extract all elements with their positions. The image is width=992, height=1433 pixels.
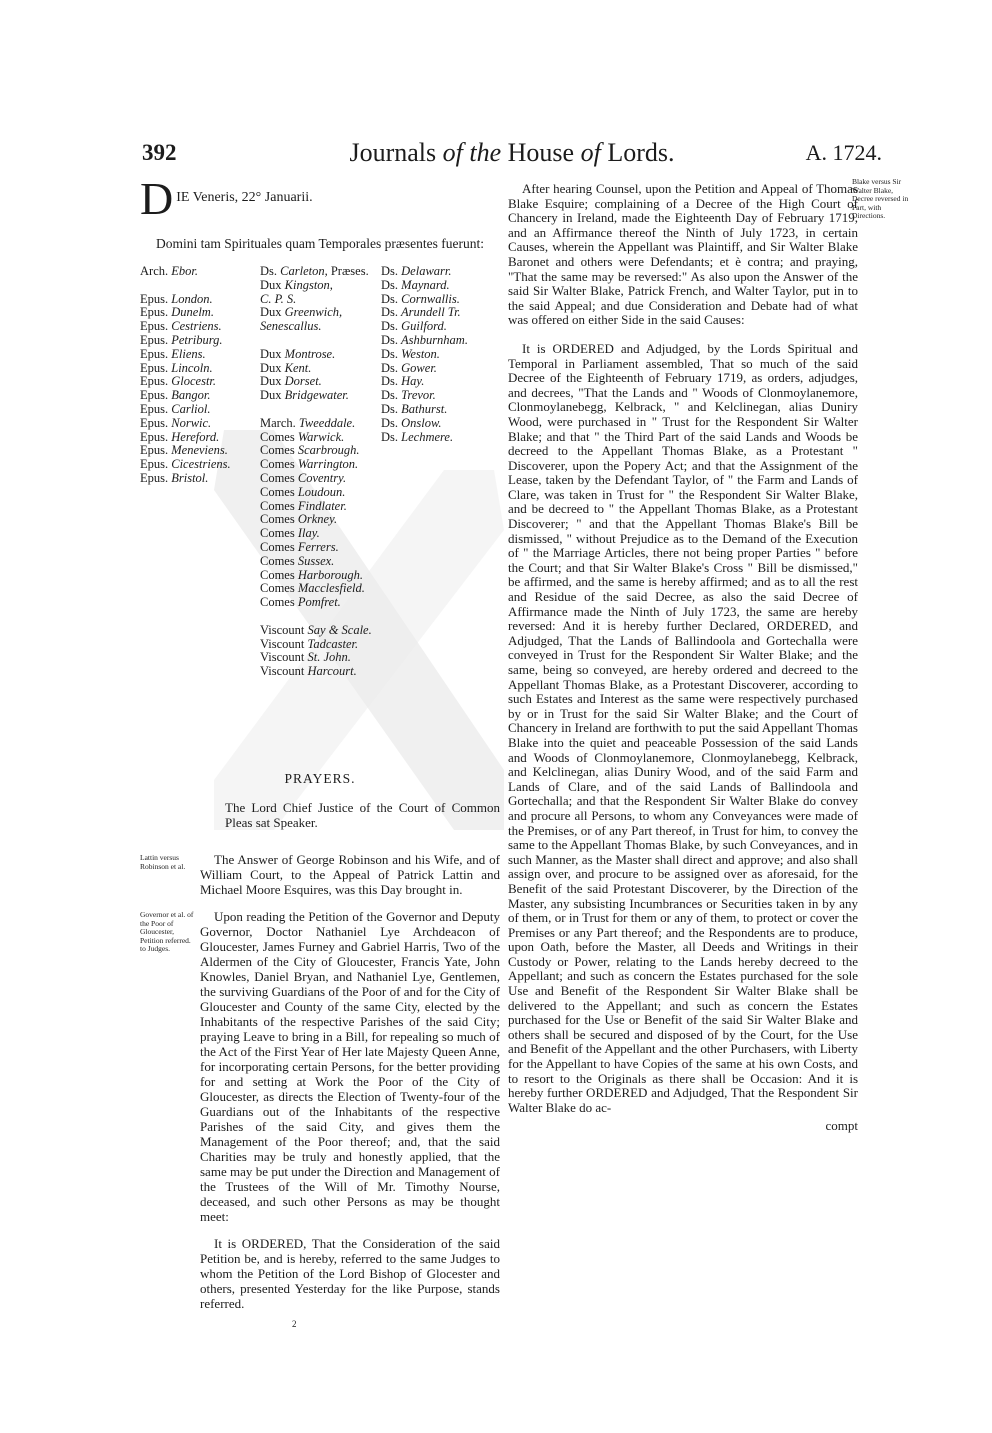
attendee-row	[260, 624, 372, 638]
attendee-name: Guilford.	[401, 319, 447, 334]
attendee-row	[260, 541, 372, 555]
attendee-row	[381, 362, 468, 376]
attendee-row	[260, 279, 372, 293]
attendee-title: Epus.	[140, 470, 169, 485]
entry-lattin	[140, 852, 500, 897]
year-label: A. 1724.	[805, 140, 882, 165]
attendee-name: London.	[171, 291, 213, 306]
attendee-title: Ds.	[381, 415, 399, 430]
attendee-name: Ebor.	[171, 264, 198, 278]
attendee-title: Ds.	[381, 429, 399, 444]
attendee-name: Cornwallis.	[401, 291, 460, 306]
attendee-row	[260, 265, 372, 279]
attendee-row	[260, 582, 372, 596]
attendee-title: Comes	[260, 470, 295, 485]
attendee-name: Weston.	[401, 346, 440, 361]
attendee-title: Ds.	[381, 291, 399, 306]
attendance-heading: Domini tam Spirituales quam Temporales præsentes fuerunt:	[156, 236, 484, 251]
attendee-name: Delawarr.	[401, 264, 452, 278]
attendee-name: Loudoun.	[297, 484, 346, 499]
attendee-title: Dux	[260, 388, 282, 403]
attendee-name: Lincoln.	[171, 360, 213, 375]
attendee-name: Harcourt.	[307, 664, 357, 679]
sitting-day	[140, 173, 500, 224]
margin-note: Lattin versus Robinson et al.	[140, 853, 186, 871]
attendee-title: Ds.	[260, 264, 278, 278]
attendee-row	[260, 417, 372, 431]
attendee-name: Montrose.	[284, 346, 336, 361]
attendee-title: Comes	[260, 484, 295, 499]
attendee-row	[381, 375, 468, 389]
attendee-name: Bathurst.	[401, 401, 448, 416]
attendee-name: Cicestriens.	[171, 457, 231, 472]
attendee-row	[260, 569, 372, 583]
attendee-row	[381, 348, 468, 362]
prayers-heading: PRAYERS.	[284, 771, 356, 786]
attendee-name: Eliens.	[171, 346, 206, 361]
attendee-title: Ds.	[381, 277, 399, 292]
attendee-row	[260, 610, 372, 624]
attendee-row	[260, 375, 372, 389]
attendee-title: Ds.	[381, 401, 399, 416]
attendee-name: Coventry.	[297, 470, 347, 485]
attendee-name: Bridgewater.	[284, 388, 349, 403]
attendee-title: Ds.	[381, 264, 399, 278]
attendee-title: Comes	[260, 429, 295, 444]
title-part: Journals	[349, 138, 443, 167]
attendee-row	[140, 431, 231, 445]
attendee-row	[260, 334, 372, 348]
attendee-name: Tadcaster.	[307, 636, 359, 651]
journal-title	[142, 138, 882, 168]
attendee-name: Gower.	[401, 360, 437, 375]
attendee-title: Viscount	[260, 622, 305, 637]
attendee-row	[260, 638, 372, 652]
attendee-row	[140, 279, 231, 293]
attendee-name: Greenwich,	[284, 305, 343, 320]
blake-hearing-paragraph: After hearing Counsel, upon the Petition and Appeal of Thomas Blake Esquire; complaining of a Decree of the High Court of Chancery in Ireland, made the Eighteenth Day of February 1719, and an Affirmance thereof the Ninth of July 1723, in certain Causes, wherein the Appellant was Plaintiff, and Sir Walter Blake Baronet and others were Defendants; et è contra; and praying, "That the same may be reversed:" As also upon the Answer of the said Sir Walter Blake, Patrick French, and Walter Taylor, put in to the said Appeal; and due Consideration and Debate had of what was offered on either Side in the said Causes:	[508, 181, 858, 328]
attendee-title: Epus.	[140, 388, 169, 403]
attendee-row	[381, 306, 468, 320]
barons-column	[381, 265, 468, 444]
attendee-title: Epus.	[140, 429, 169, 444]
attendee-row	[381, 265, 468, 279]
attendee-name: C. P. S.	[260, 291, 297, 306]
attendee-title: Comes	[260, 443, 295, 458]
attendee-row	[260, 651, 372, 665]
attendee-title: Comes	[260, 581, 295, 596]
attendee-name: Macclesfield.	[297, 581, 365, 596]
attendee-row	[381, 431, 468, 445]
attendee-title: Epus.	[140, 374, 169, 389]
attendee-name: Norwic.	[171, 415, 212, 430]
attendee-row	[140, 417, 231, 431]
page-number: 392	[142, 140, 177, 165]
attendee-title: Epus.	[140, 291, 169, 306]
attendee-row	[140, 403, 231, 417]
attendee-title: Comes	[260, 539, 295, 554]
attendee-row	[260, 500, 372, 514]
attendee-row	[381, 417, 468, 431]
margin-note: Governor et al. of the Poor of Gloucester, Petition referred. to Judges.	[140, 910, 194, 953]
spiritual-lords-column	[140, 265, 231, 486]
attendee-name: Cestriens.	[171, 319, 222, 334]
right-column	[508, 182, 858, 1134]
blake-order-paragraph: It is ORDERED and Adjudged, by the Lords Spiritual and Temporal in Parliament assembled, That so much of the said Decree of the Eighteenth of February 1719, as orders, adjudges, and decrees, "That the Lands and " Woods of Clonmoylanemore, Clonmoylanebegg, Kelbrack, " and Kelclinegan, alias Duniry Wood, were purchased in " Trust for the Respondent Sir Walter Blake; and that " the Third Part of the said Lands and Woods be decreed to the Appellant Thomas Blake, as a Protestant " Discoverer, upon the Popery Act; and that the Assignment of the Lease, taken by the Defendant Taylor, of " the Farm and Lands of Clare, was taken in Trust for " the Respondent Sir Walter Blake, and be decreed to " the Appellant Thomas Blake, as a Protestant Discoverer; " and that the Appellant Thomas Blake's Bill be dismissed, " without Prejudice as to the Demand of the Execution of " the Marriage Articles, there not being proper Parties " before the Court; and that Sir Walter Blake's Cross " Bill be dismissed," be affirmed, and the same is hereby affirmed; and as to all the rest and Residue of the said Decree, as also the said Decree of Affirmance made the Ninth of July 1723, the same are hereby reversed: And it is hereby further Declared, ORDERED, and Adjudged, That the Lands of Ballindoola and Gortechalla were conveyed in Trust for the Respondent Sir Walter Blake; and the same, being so conveyed, are hereby ordered and decreed to the Appellant Thomas Blake, as a Protestant Discoverer, according to such Estates and Interest as the same were respectively purchased by or in Trust for the said Sir Walter Blake; and the Court of Chancery in Ireland are forthwith to put the said Appellant Thomas Blake into the quiet and peaceable Possession of the said Lands and Woods of Clonmoylanemore, Clonmoylanebegg, Kelbrack, and Kelclinegan, alias Duniry Wood, and of the said Farm and Lands of Clare, and of the said Lands of Ballindoola and Gortechalla; and that the Respondent Sir Walter Blake do convey and procure all Persons, to whom any Conveyances were made of the Premises, or of any Part thereof, in Trust for him, to convey the same to the Appellant Thomas Blake, by such Conveyances, and in such Manner, as the Master shall direct and approve; and also shall assign over, and procure to be assigned over as aforesaid, for the Benefit of the said Protestant Discoverer, by the Direction of the Master, any subsisting Incumbrances or Securities taken in by any of them, or in Trust for them or any of them, to protect or cover the Premises or any Part thereof; and the Respondents are to produce, upon Oath, before the Master, all Deeds and Writings in their Custody or Power, relating to the Lands hereby decreed to the Appellant; and such as concern the Estates purchased for the sole Use and Benefit of the Respondent Sir Walter Blake shall be delivered to the Appellant; and such as concern the Estates purchased for the Use or Benefit of the said Sir Walter Blake and others shall be secured and disposed of by the Court, for the Use and Benefit of the Appellant and the other Purchasers, with Liberty for the Appellant to have Copies of the same at his own Costs, and to resort to the Originals as there shall be Occasion: And it is hereby further ORDERED and Adjudged, That the Respondent Sir Walter Blake do ac-	[508, 340, 858, 1115]
attendee-title: Comes	[260, 553, 295, 568]
attendee-title: Ds.	[381, 305, 399, 320]
title-part: House	[501, 138, 581, 167]
attendee-row	[381, 403, 468, 417]
attendee-title: March.	[260, 415, 296, 430]
attendee-title: Epus.	[140, 319, 169, 334]
attendee-title: Comes	[260, 595, 295, 610]
attendee-name: Harborough.	[297, 567, 364, 582]
attendee-row	[260, 596, 372, 610]
attendee-title: Epus.	[140, 332, 169, 347]
attendee-name: Dunelm.	[171, 305, 214, 320]
margin-note-blake: Blake versus Sir Walter Blake, Decree reversed in Part, with Directions.	[852, 177, 909, 220]
page-header	[142, 140, 882, 180]
attendee-row	[260, 513, 372, 527]
catchword: compt	[825, 1118, 858, 1134]
attendee-row	[140, 306, 231, 320]
attendee-row	[260, 472, 372, 486]
attendee-name: Meneviens.	[171, 443, 228, 458]
attendee-name: Lechmere.	[401, 429, 454, 444]
attendee-row	[140, 334, 231, 348]
title-part: of	[580, 138, 601, 167]
attendee-row	[260, 403, 372, 417]
attendee-name: Hay.	[401, 374, 425, 389]
attendee-office: Præses.	[330, 264, 369, 278]
left-column	[140, 173, 500, 1344]
attendee-row	[140, 362, 231, 376]
attendee-title: Epus.	[140, 401, 169, 416]
attendee-title: Ds.	[381, 360, 399, 375]
attendee-row	[140, 472, 231, 486]
attendee-name: Say & Scale.	[307, 622, 372, 637]
attendee-row	[260, 665, 372, 679]
attendee-name: Senescallus.	[260, 319, 322, 334]
title-part: of the	[442, 138, 502, 167]
attendee-title: Epus.	[140, 443, 169, 458]
attendee-name: Carliol.	[171, 401, 211, 416]
attendee-name: Findlater.	[297, 498, 347, 513]
entry-text: It is ORDERED, That the Consideration of the said Petition be, and is hereby, referred to the same Judges to whom the Petition of the Lord Bishop of Glocester and others, presented Yesterday for the like Purpose, stands referred.	[200, 1236, 500, 1311]
entry-ordered	[200, 1236, 500, 1332]
attendee-title: Epus.	[140, 360, 169, 375]
attendance-list	[140, 265, 500, 755]
attendee-title: Epus.	[140, 457, 169, 472]
attendee-title: Epus.	[140, 415, 169, 430]
drop-cap: D	[140, 173, 174, 224]
title-part: Lords.	[600, 138, 675, 167]
signature-mark: 2	[292, 1319, 297, 1329]
attendee-name: Dorset.	[284, 374, 322, 389]
attendee-name: Petriburg.	[171, 332, 223, 347]
attendee-row	[381, 389, 468, 403]
attendee-row	[260, 486, 372, 500]
attendee-name: Ferrers.	[297, 539, 339, 554]
attendee-name: Carleton,	[280, 264, 328, 278]
attendee-row	[381, 334, 468, 348]
attendee-name: Ilay.	[297, 526, 320, 541]
attendee-name: Arundell Tr.	[400, 305, 461, 320]
attendee-row	[140, 265, 231, 279]
attendee-title: Dux	[260, 277, 282, 292]
attendee-row	[381, 279, 468, 293]
attendee-title: Ds.	[381, 332, 399, 347]
attendee-row	[260, 458, 372, 472]
attendee-row	[260, 389, 372, 403]
sitting-date: IE Veneris, 22° Januarii.	[176, 190, 313, 205]
attendee-name: Kent.	[284, 360, 312, 375]
attendee-name: Trevor.	[401, 388, 436, 403]
attendee-name: Bangor.	[171, 388, 211, 403]
attendee-row	[260, 348, 372, 362]
attendee-row	[381, 320, 468, 334]
attendee-name: Hereford.	[171, 429, 220, 444]
attendee-title: Ds.	[381, 319, 399, 334]
attendee-row	[260, 527, 372, 541]
attendee-name: St. John.	[307, 650, 351, 665]
attendee-name: Onslow.	[401, 415, 442, 430]
attendee-name: Kingston,	[284, 277, 333, 292]
attendee-name: Pomfret.	[297, 595, 341, 610]
attendee-row	[260, 362, 372, 376]
attendee-name: Sussex.	[297, 553, 335, 568]
attendee-name: Ashburnham.	[400, 332, 468, 347]
attendee-title: Dux	[260, 346, 282, 361]
speaker-note: The Lord Chief Justice of the Court of Common Pleas sat Speaker.	[225, 800, 500, 830]
attendee-title: Comes	[260, 567, 295, 582]
attendee-title: Viscount	[260, 664, 305, 679]
attendee-title: Comes	[260, 512, 295, 527]
attendee-name: Warrington.	[297, 457, 359, 472]
attendee-row	[381, 293, 468, 307]
attendee-row	[140, 375, 231, 389]
temporal-lords-column	[260, 265, 372, 679]
attendee-title: Comes	[260, 457, 295, 472]
attendee-row	[260, 320, 372, 334]
attendee-name: Tweeddale.	[298, 415, 356, 430]
attendee-name: Glocestr.	[171, 374, 217, 389]
attendee-title: Dux	[260, 360, 282, 375]
attendee-row	[260, 293, 372, 307]
attendee-row	[140, 320, 231, 334]
attendee-row	[140, 293, 231, 307]
attendee-title: Comes	[260, 526, 295, 541]
entry-governor	[140, 909, 500, 1224]
attendee-row	[260, 555, 372, 569]
attendee-name: Maynard.	[401, 277, 450, 292]
attendee-name: Bristol.	[171, 470, 209, 485]
attendee-title: Viscount	[260, 636, 305, 651]
attendee-row	[140, 348, 231, 362]
attendee-row	[260, 431, 372, 445]
attendee-title: Comes	[260, 498, 295, 513]
attendee-title: Ds.	[381, 388, 399, 403]
entry-text: Upon reading the Petition of the Governor and Deputy Governor, Doctor Nathaniel Lye Archdeacon of Gloucester, James Furney and Gabriel Harris, Two of the Aldermen of the City of Gloucester, Francis Yate, John Knowles, Daniel Bryan, and Nathaniel Lye, Gentlemen, the surviving Guardians of the Poor of and for the City of Gloucester and County of the same City, elected by the Inhabitants of the respective Parishes of the said City; praying Leave to bring in a Bill, for repealing so much of the Act of the First Year of Her late Majesty Queen Anne, for incorporating certain Persons, for the better providing for and setting at Work the Poor of the City of Gloucester, as directs the Election of Twenty-four of the Guardians out of the Inhabitants of the respective Parishes of the said City, and gives them the Management of the Poor thereof; and, that the said Charities may be truly and honestly applied, that the same may be put under the Direction and Management of the Trustees of the Will of Mr. Timothy Nourse, deceased, and such other Persons as may be thought meet:	[200, 909, 500, 1224]
attendee-name: Warwick.	[297, 429, 345, 444]
attendee-row	[260, 306, 372, 320]
attendee-name: Scarbrough.	[297, 443, 360, 458]
attendee-title: Viscount	[260, 650, 305, 665]
attendee-title: Epus.	[140, 305, 169, 320]
attendee-title: Dux	[260, 374, 282, 389]
attendee-title: Arch.	[140, 264, 169, 278]
attendee-title: Ds.	[381, 346, 399, 361]
attendee-row	[260, 444, 372, 458]
attendee-row	[140, 444, 231, 458]
attendee-name: Orkney.	[297, 512, 338, 527]
attendee-title: Ds.	[381, 374, 399, 389]
attendee-row	[140, 458, 231, 472]
attendee-row	[140, 389, 231, 403]
attendee-title: Epus.	[140, 346, 169, 361]
entry-text: The Answer of George Robinson and his Wife, and of William Court, to the Appeal of Patrick Lattin and Michael Moore Esquires, was this Day brought in.	[200, 852, 500, 897]
attendee-title: Dux	[260, 305, 282, 320]
